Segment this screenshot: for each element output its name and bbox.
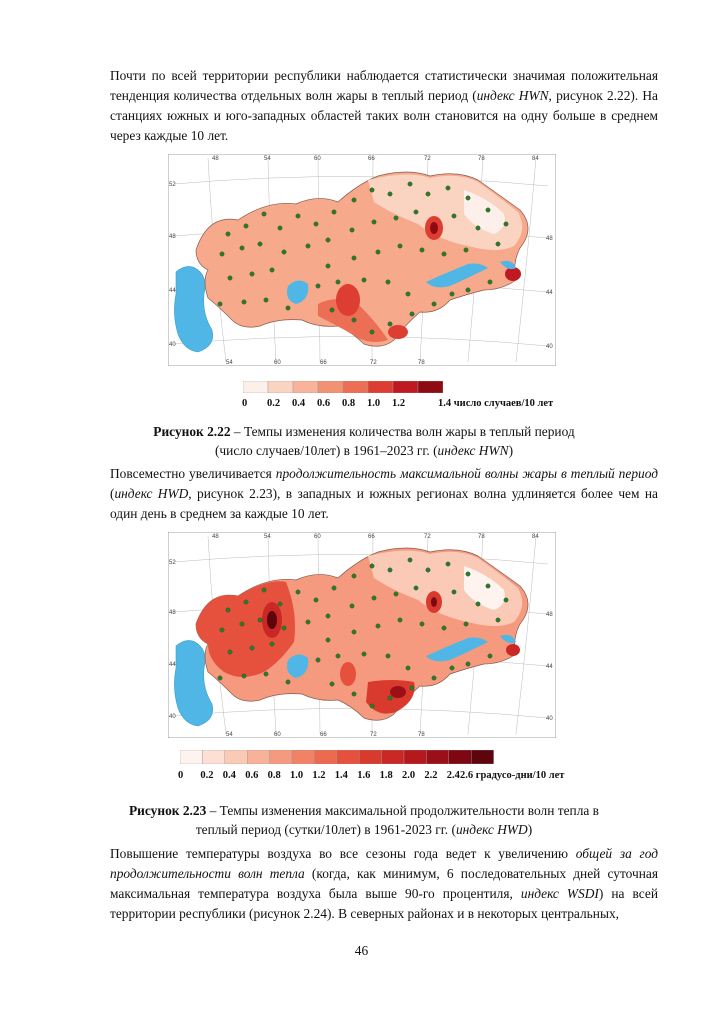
legend-swatch [225, 750, 247, 764]
legend-tick-label: 0.8 [342, 398, 356, 409]
lon-tick: 60 [314, 156, 321, 162]
legend-swatch [393, 381, 418, 393]
lat-tick: 40 [169, 714, 176, 720]
legend-swatch [404, 750, 426, 764]
lon-tick: 54 [226, 360, 233, 366]
caption-index: индекс HWN [437, 443, 509, 458]
lon-tick: 66 [320, 360, 327, 366]
legend-swatch [382, 750, 404, 764]
legend-swatch [471, 750, 493, 764]
legend-swatch [314, 750, 336, 764]
paragraph-1-text-b: , рисунок 2.22). На станциях южных и юго-западных областей таких волн становится на одну больше в среднем через каждые 10 лет. [110, 88, 658, 143]
legend-unit: 1.4 число случаев/10 лет [438, 398, 554, 409]
legend-tick-label: 1.4 [334, 770, 348, 781]
legend-swatch [368, 381, 393, 393]
lon-tick: 60 [274, 732, 281, 738]
paragraph-3 [110, 844, 658, 924]
legend-tick-label: 1.6 [357, 770, 371, 781]
legend-swatch [343, 381, 368, 393]
lon-tick: 84 [532, 156, 539, 162]
lon-tick: 60 [314, 534, 321, 540]
lon-tick: 78 [418, 360, 425, 366]
legend-swatch [426, 750, 448, 764]
lat-tick: 48 [546, 236, 553, 242]
figure-2-22-legend [243, 380, 443, 392]
legend-swatch [292, 750, 314, 764]
lat-tick: 40 [169, 342, 176, 348]
lon-tick: 78 [478, 534, 485, 540]
legend-tick-label: 0.8 [267, 770, 281, 781]
legend-swatch [337, 750, 359, 764]
paragraph-1-index: индекс HWN [476, 88, 549, 103]
paragraph-2-text-b: ( [110, 486, 115, 501]
legend-tick-label: 0 [242, 398, 248, 409]
lon-tick: 72 [370, 732, 377, 738]
caption-label: Рисунок 2.22 [153, 424, 231, 439]
figure-2-23-legend [180, 750, 494, 764]
figure-2-22-map [168, 154, 556, 366]
lat-tick: 48 [546, 612, 553, 618]
lat-tick: 44 [546, 664, 553, 670]
legend-color-scale [180, 750, 494, 764]
legend-tick-label: 1.0 [367, 398, 381, 409]
legend-tick-label: 1.8 [379, 770, 393, 781]
lon-tick: 54 [226, 732, 233, 738]
caption-line-2b: ) [508, 443, 514, 458]
paragraph-3-text-a: Повышение температуры воздуха во все сезоны года ведет к увеличению [110, 846, 576, 861]
legend-tick-label: 0.6 [245, 770, 259, 781]
legend-swatch [418, 381, 443, 393]
lon-tick: 54 [264, 156, 271, 162]
lat-tick: 52 [169, 560, 176, 566]
paragraph-2-text-c: , рисунок 2.23), в западных и южных регионах волна удлиняется более чем на один день в среднем за каждые 10 лет. [110, 486, 658, 521]
legend-swatch [318, 381, 343, 393]
legend-tick-label: 0.4 [292, 398, 306, 409]
legend-tick-label: 0 [178, 770, 184, 781]
legend-swatch [243, 381, 268, 393]
lon-tick: 60 [274, 360, 281, 366]
caption-index: индекс HWD [455, 822, 528, 837]
lon-tick: 78 [418, 732, 425, 738]
caption-line-2b: ) [527, 822, 533, 837]
caption-line-2a: (число случаев/10лет) в 1961–2023 гг. ( [214, 443, 438, 458]
caption-line-2a: теплый период (сутки/10лет) в 1961-2023 гг. ( [195, 822, 456, 837]
lon-tick: 66 [368, 534, 375, 540]
lon-tick: 66 [320, 732, 327, 738]
caption-label: Рисунок 2.23 [129, 803, 207, 818]
legend-swatch [359, 750, 381, 764]
lat-tick: 44 [169, 288, 176, 294]
paragraph-1-text-a: Почти по всей территории республики наблюдается статистически значимая положительная тенденция количества отдельных волн жары в теплый период ( [110, 68, 658, 103]
lon-tick: 84 [532, 534, 539, 540]
lat-tick: 40 [546, 344, 553, 350]
lon-tick: 72 [424, 534, 431, 540]
legend-unit: 2.6 градусо-дни/10 лет [460, 770, 565, 781]
paragraph-3-text-c: ) на всей территории республики (рисунок 2.24). В северных районах и в некоторых центральных, [110, 886, 658, 921]
legend-tick-label: 2.0 [402, 770, 416, 781]
lon-tick: 66 [368, 156, 375, 162]
legend-swatch [202, 750, 224, 764]
legend-swatch [293, 381, 318, 393]
paragraph-2-italic-2: индекс HWD [114, 486, 189, 501]
legend-swatch [180, 750, 202, 764]
lat-tick: 44 [546, 290, 553, 296]
legend-tick-label: 0.2 [267, 398, 281, 409]
paragraph-2-text-a: Повсеместно увеличивается [110, 466, 276, 481]
legend-swatch [268, 381, 293, 393]
legend-tick-label: 1.2 [392, 398, 406, 409]
legend-swatch [270, 750, 292, 764]
legend-tick-label: 1.2 [312, 770, 326, 781]
figure-2-22-caption [90, 422, 638, 460]
legend-tick-label: 1.0 [290, 770, 304, 781]
lat-tick: 48 [169, 610, 176, 616]
paragraph-2-italic-1: продолжительность максимальной волны жары в теплый период [275, 466, 659, 481]
paragraph-3-italic-1: общей за год продолжительности волн тепла [110, 846, 659, 881]
paragraph-1 [110, 66, 658, 146]
lon-tick: 48 [212, 534, 219, 540]
legend-tick-label: 0.4 [222, 770, 236, 781]
paragraph-2 [110, 464, 658, 524]
figure-2-23-caption [90, 801, 638, 839]
lat-tick: 52 [169, 182, 176, 188]
page-number: 46 [354, 943, 369, 958]
legend-tick-label: 0.6 [317, 398, 331, 409]
legend-tick-label: 0.2 [200, 770, 214, 781]
legend-tick-label: 2.2 [424, 770, 438, 781]
legend-swatch [449, 750, 471, 764]
lat-tick: 48 [169, 234, 176, 240]
legend-swatch [247, 750, 269, 764]
caption-line-1: – Темпы изменения количества волн жары в теплый период [230, 424, 575, 439]
paragraph-3-italic-2: индекс WSDI [520, 886, 599, 901]
paragraph-3-text-b: (когда, как минимум, 6 последовательных дней суточная максимальная температура воздуха была выше 90-го процентиля, [110, 866, 659, 901]
figure-2-23-map [168, 532, 556, 738]
lon-tick: 72 [370, 360, 377, 366]
lon-tick: 72 [424, 156, 431, 162]
legend-tick-label: 2.4 [446, 770, 460, 781]
lon-tick: 78 [478, 156, 485, 162]
caption-line-1: – Темпы изменения максимальной продолжительности волн тепла в [206, 803, 599, 818]
lon-tick: 48 [212, 156, 219, 162]
lat-tick: 44 [169, 662, 176, 668]
lat-tick: 40 [546, 716, 553, 722]
lon-tick: 54 [264, 534, 271, 540]
legend-color-scale [243, 381, 443, 393]
